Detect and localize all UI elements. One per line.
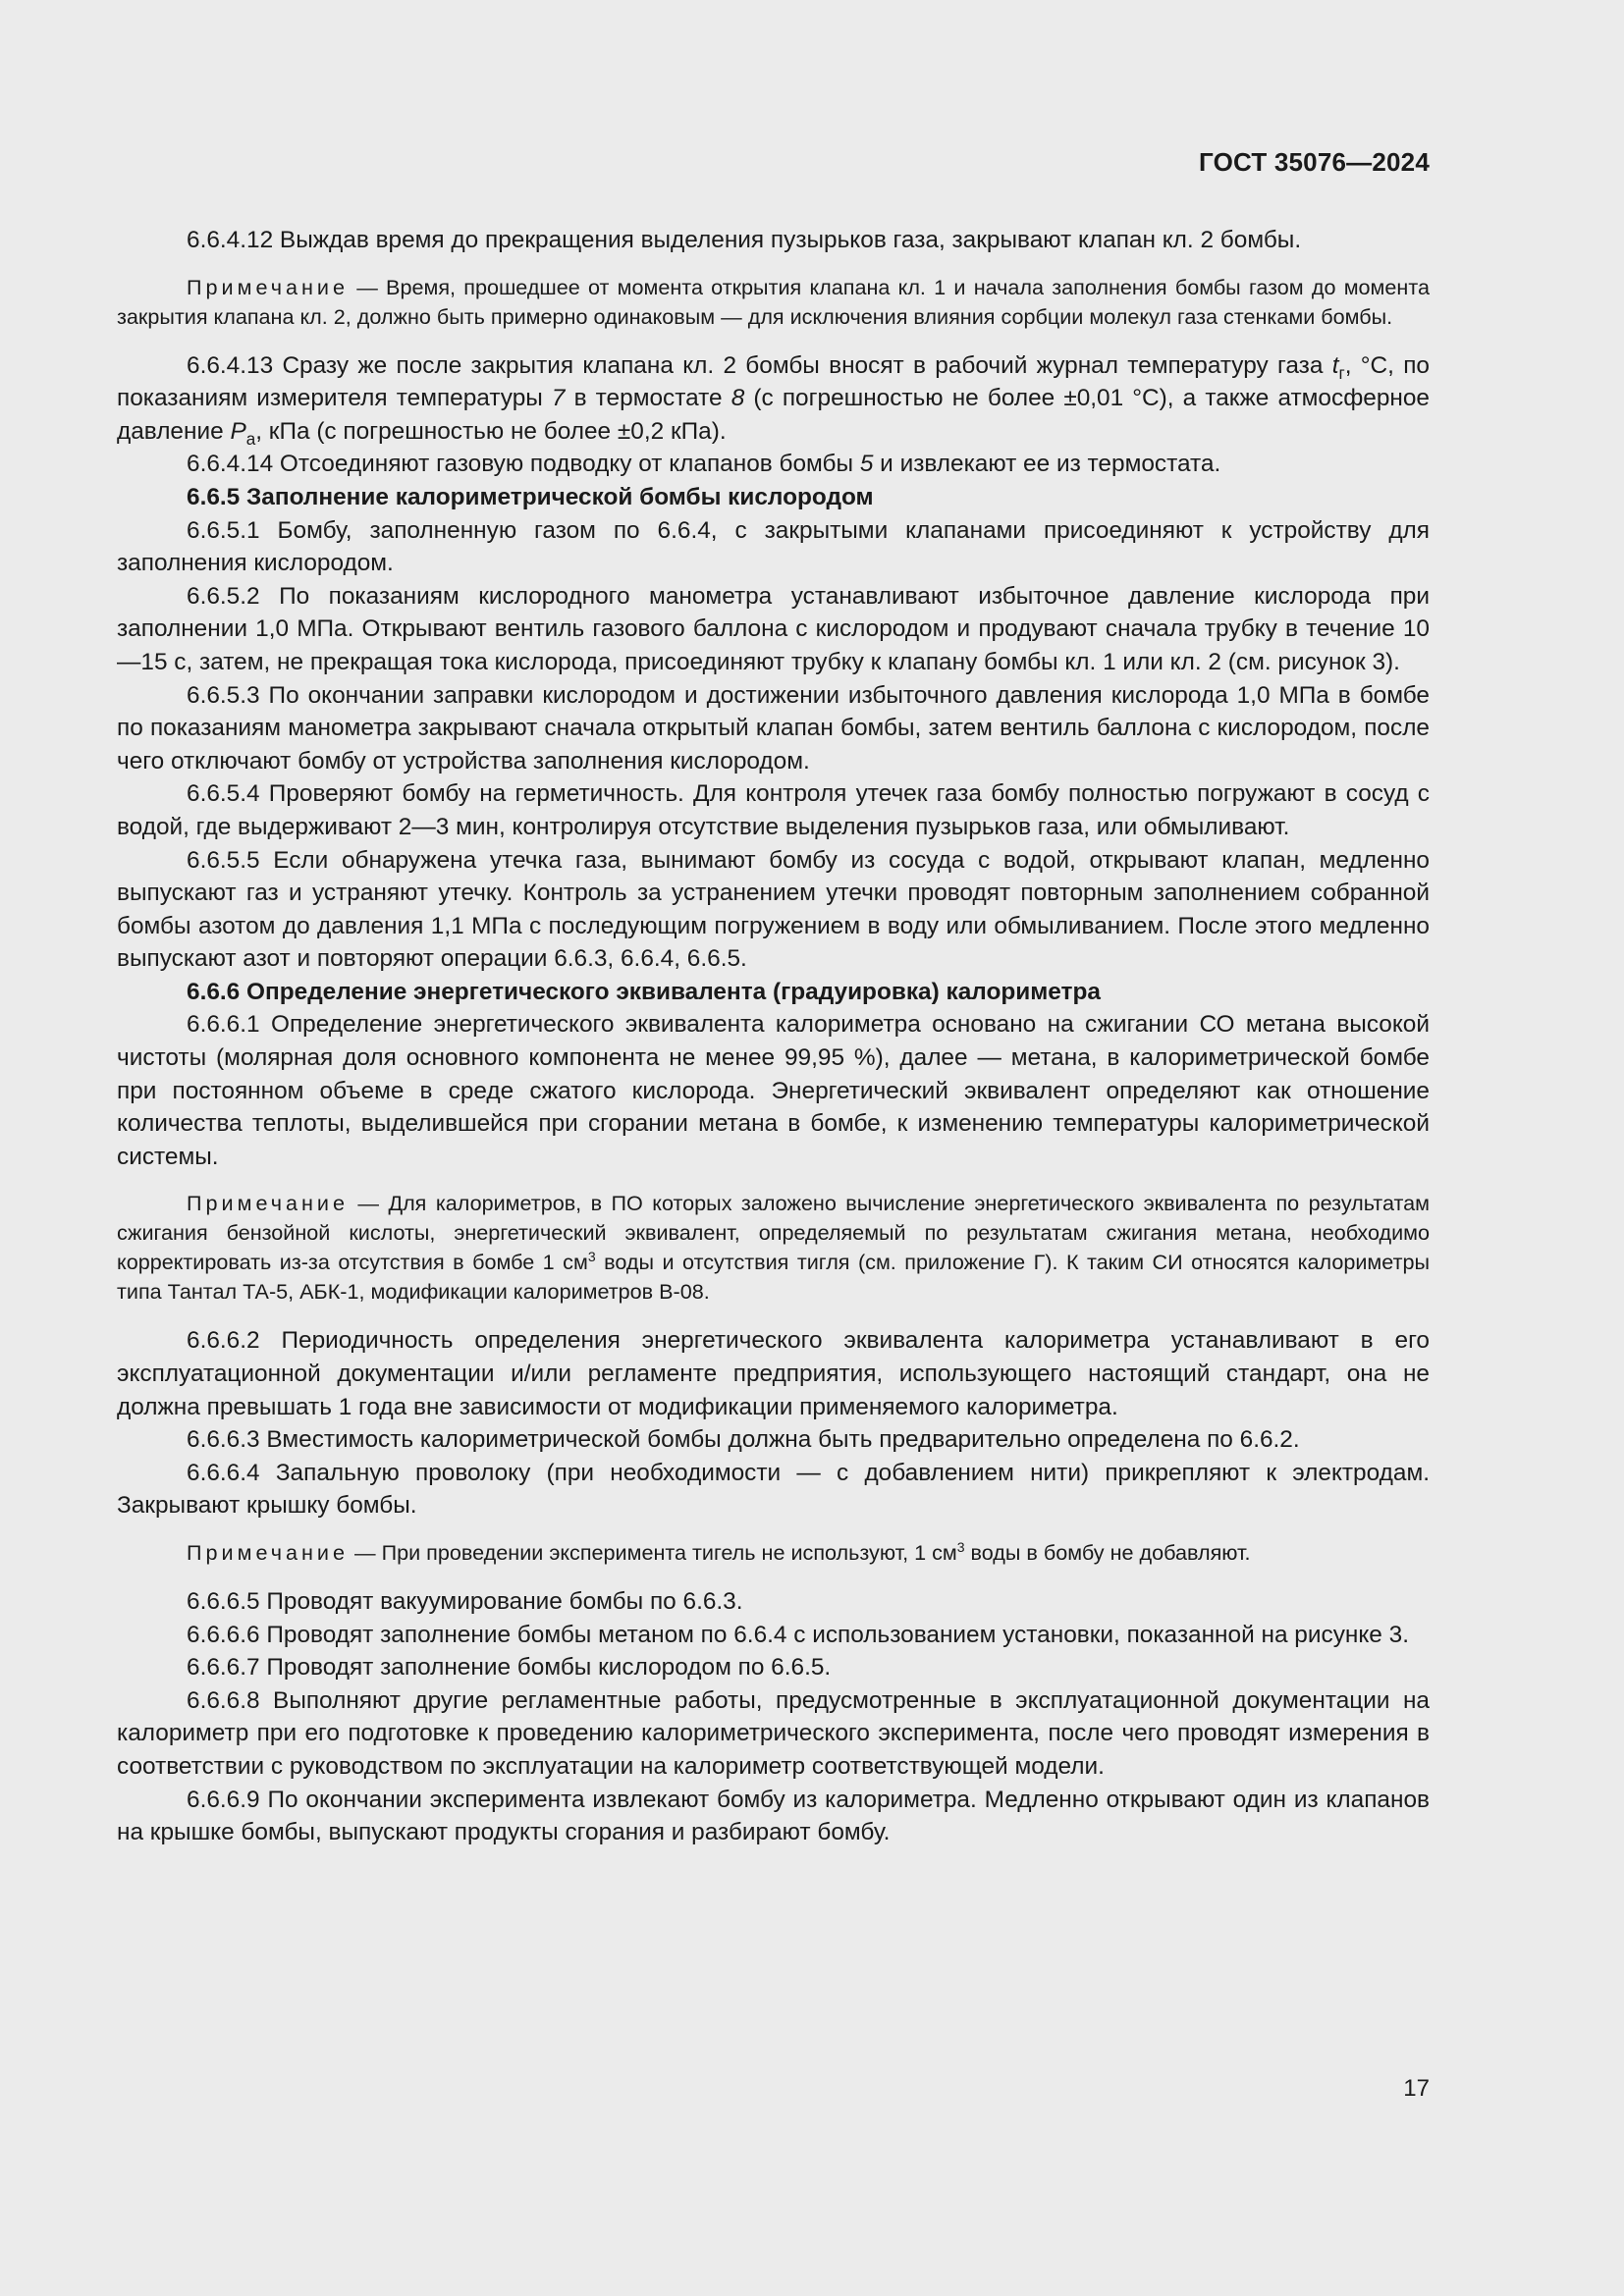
paragraph-6-6-6-6: 6.6.6.6 Проводят заполнение бомбы метаном по 6.6.4 с использованием установки, показанной на рисунке 3. [187, 1621, 1409, 1648]
text-segment: , °C, по показаниям измерителя температуры [117, 351, 1431, 412]
paragraph-6-6-6-3: 6.6.6.3 Вместимость калориметрической бомбы должна быть предварительно определена по 6.6.2. [187, 1426, 1300, 1454]
note-2 [117, 1189, 1430, 1307]
pressure-symbol: P [230, 417, 246, 445]
text-segment: — Для калориметров, в ПО которых заложено вычисление энергетического эквивалента по результатам сжигания бензойной кислоты, энергетический эквивалент, определяемый по результатам сжигания метана, необходимо корректировать из-за отсутствия в бомбе 1 см [117, 1191, 1430, 1275]
note-label: Примечание [187, 1191, 349, 1216]
note-label: Примечание [187, 274, 349, 299]
document-header: ГОСТ 35076—2024 [1199, 147, 1430, 177]
paragraph-6-6-6-2: 6.6.6.2 Периодичность определения энергетического эквивалента калориметра устанавливают в его эксплуатационной документации и/или регламенте предприятия, использующего настоящий стандарт, она не должна превышать 1 года вне зависимости от модификации применяемого калориметра. [117, 1327, 1430, 1420]
ref-number-7: 7 [551, 385, 566, 412]
paragraph-6-6-5-1: 6.6.5.1 Бомбу, заполненную газом по 6.6.4, с закрытыми клапанами присоединяют к устройству для заполнения кислородом. [117, 516, 1430, 577]
temperature-subscript: г [1338, 363, 1345, 383]
paragraph-6-6-4-14 [117, 448, 1430, 481]
page-number: 17 [1403, 2075, 1430, 2102]
text-segment: воды в бомбу не добавляют. [964, 1540, 1251, 1565]
text-segment: (с погрешностью не более ±0,01 °C), а также атмосферное давление [117, 385, 1430, 445]
paragraph-6-6-4-13 [117, 349, 1430, 449]
paragraph-6-6-5-4: 6.6.5.4 Проверяют бомбу на герметичность. Для контроля утечек газа бомбу полностью погружают в сосуд с водой, где выдерживают 2—3 мин, контролируя отсутствие выделения пузырьков газа, или обмыливают. [117, 780, 1430, 840]
paragraph-6-6-6-5: 6.6.6.5 Проводят вакуумирование бомбы по 6.6.3. [187, 1588, 743, 1615]
text-segment: и извлекают ее из термостата. [873, 451, 1221, 478]
paragraph-6-6-6-9: 6.6.6.9 По окончании эксперимента извлекают бомбу из калориметра. Медленно открывают один из клапанов на крышке бомбы, выпускают продукты сгорания и разбирают бомбу. [117, 1786, 1430, 1846]
document-page [117, 0, 1430, 2296]
document-body [117, 224, 1430, 1849]
paragraph-6-6-5-2: 6.6.5.2 По показаниям кислородного манометра устанавливают избыточное давление кислорода при заполнении 1,0 МПа. Открывают вентиль газового баллона с кислородом и продувают сначала трубку в течение 10—15 с, затем, не прекращая тока кислорода, присоединяют трубку к клапану бомбы кл. 1 или кл. 2 (см. рисунок 3). [117, 582, 1430, 675]
text-segment: — При проведении эксперимента тигель не используют, 1 см [349, 1540, 957, 1565]
paragraph-6-6-4-12: 6.6.4.12 Выждав время до прекращения выделения пузырьков газа, закрывают клапан кл. 2 бомбы. [187, 227, 1302, 253]
paragraph-6-6-5-5: 6.6.5.5 Если обнаружена утечка газа, вынимают бомбу из сосуда с водой, открывают клапан, медленно выпускают газ и устраняют утечку. Контроль за устранением утечки проводят повторным заполнением собранной бомбы азотом до давления 1,1 МПа с последующим погружением в воду или обмыливанием. После этого медленно выпускают азот и повторяют операции 6.6.3, 6.6.4, 6.6.5. [117, 846, 1430, 973]
paragraph-6-6-5-3: 6.6.5.3 По окончании заправки кислородом и достижении избыточного давления кислорода 1,0 МПа в бомбе по показаниям манометра закрывают сначала открытый клапан бомбы, затем вентиль баллона с кислородом, после чего отключают бомбу от устройства заполнения кислородом. [117, 681, 1430, 774]
pressure-subscript: a [245, 429, 256, 449]
superscript: 3 [587, 1249, 596, 1265]
ref-number-8: 8 [731, 385, 745, 412]
section-heading-6-6-6: 6.6.6 Определение энергетического эквивалента (градуировка) калориметра [187, 978, 1101, 1005]
paragraph-6-6-6-1: 6.6.6.1 Определение энергетического эквивалента калориметра основано на сжигании СО метана высокой чистоты (молярная доля основного компонента не менее 99,95 %), далее — метана, в калориметрической бомбе при постоянном объеме в среде сжатого кислорода. Энергетический эквивалент определяют как отношение количества теплоты, выделившейся при сгорании метана в бомбе, к изменению температуры калориметрической системы. [117, 1011, 1430, 1170]
text-segment: 6.6.4.13 Сразу же после закрытия клапана кл. 2 бомбы вносят в рабочий журнал температуру газа [187, 351, 1332, 379]
paragraph-6-6-6-7: 6.6.6.7 Проводят заполнение бомбы кислородом по 6.6.5. [187, 1654, 832, 1682]
note-label: Примечание [187, 1540, 349, 1565]
superscript: 3 [956, 1538, 965, 1555]
paragraph-6-6-6-8: 6.6.6.8 Выполняют другие регламентные работы, предусмотренные в эксплуатационной документации на калориметр при его подготовке к проведению калориметрического эксперимента, после чего проводят измерения в соответствии с руководством по эксплуатации на калориметр соответствующей модели. [117, 1686, 1430, 1780]
section-heading-6-6-5: 6.6.5 Заполнение калориметрической бомбы кислородом [187, 483, 874, 510]
text-segment: в термостате [565, 385, 731, 412]
text-segment: воды и отсутствия тигля (см. приложение Г). К таким СИ относятся калориметры типа Тантал ТА-5, АБК-1, модификации калориметров В-08. [117, 1250, 1430, 1305]
note-1 [117, 273, 1430, 332]
paragraph-6-6-6-4: 6.6.6.4 Запальную проволоку (при необходимости — с добавлением нити) прикрепляют к электродам. Закрывают крышку бомбы. [117, 1459, 1430, 1520]
note-3 [117, 1538, 1430, 1568]
note-1-text: — Время, прошедшее от момента открытия клапана кл. 1 и начала заполнения бомбы газом до момента закрытия клапана кл. 2, должно быть примерно одинаковым — для исключения влияния сорбции молекул газа стенками бомбы. [117, 274, 1430, 329]
temperature-symbol: t [1331, 351, 1339, 379]
text-segment: , кПа (с погрешностью не более ±0,2 кПа). [255, 417, 727, 445]
text-segment: 6.6.4.14 Отсоединяют газовую подводку от клапанов бомбы [187, 451, 860, 478]
ref-number-5: 5 [859, 451, 874, 478]
